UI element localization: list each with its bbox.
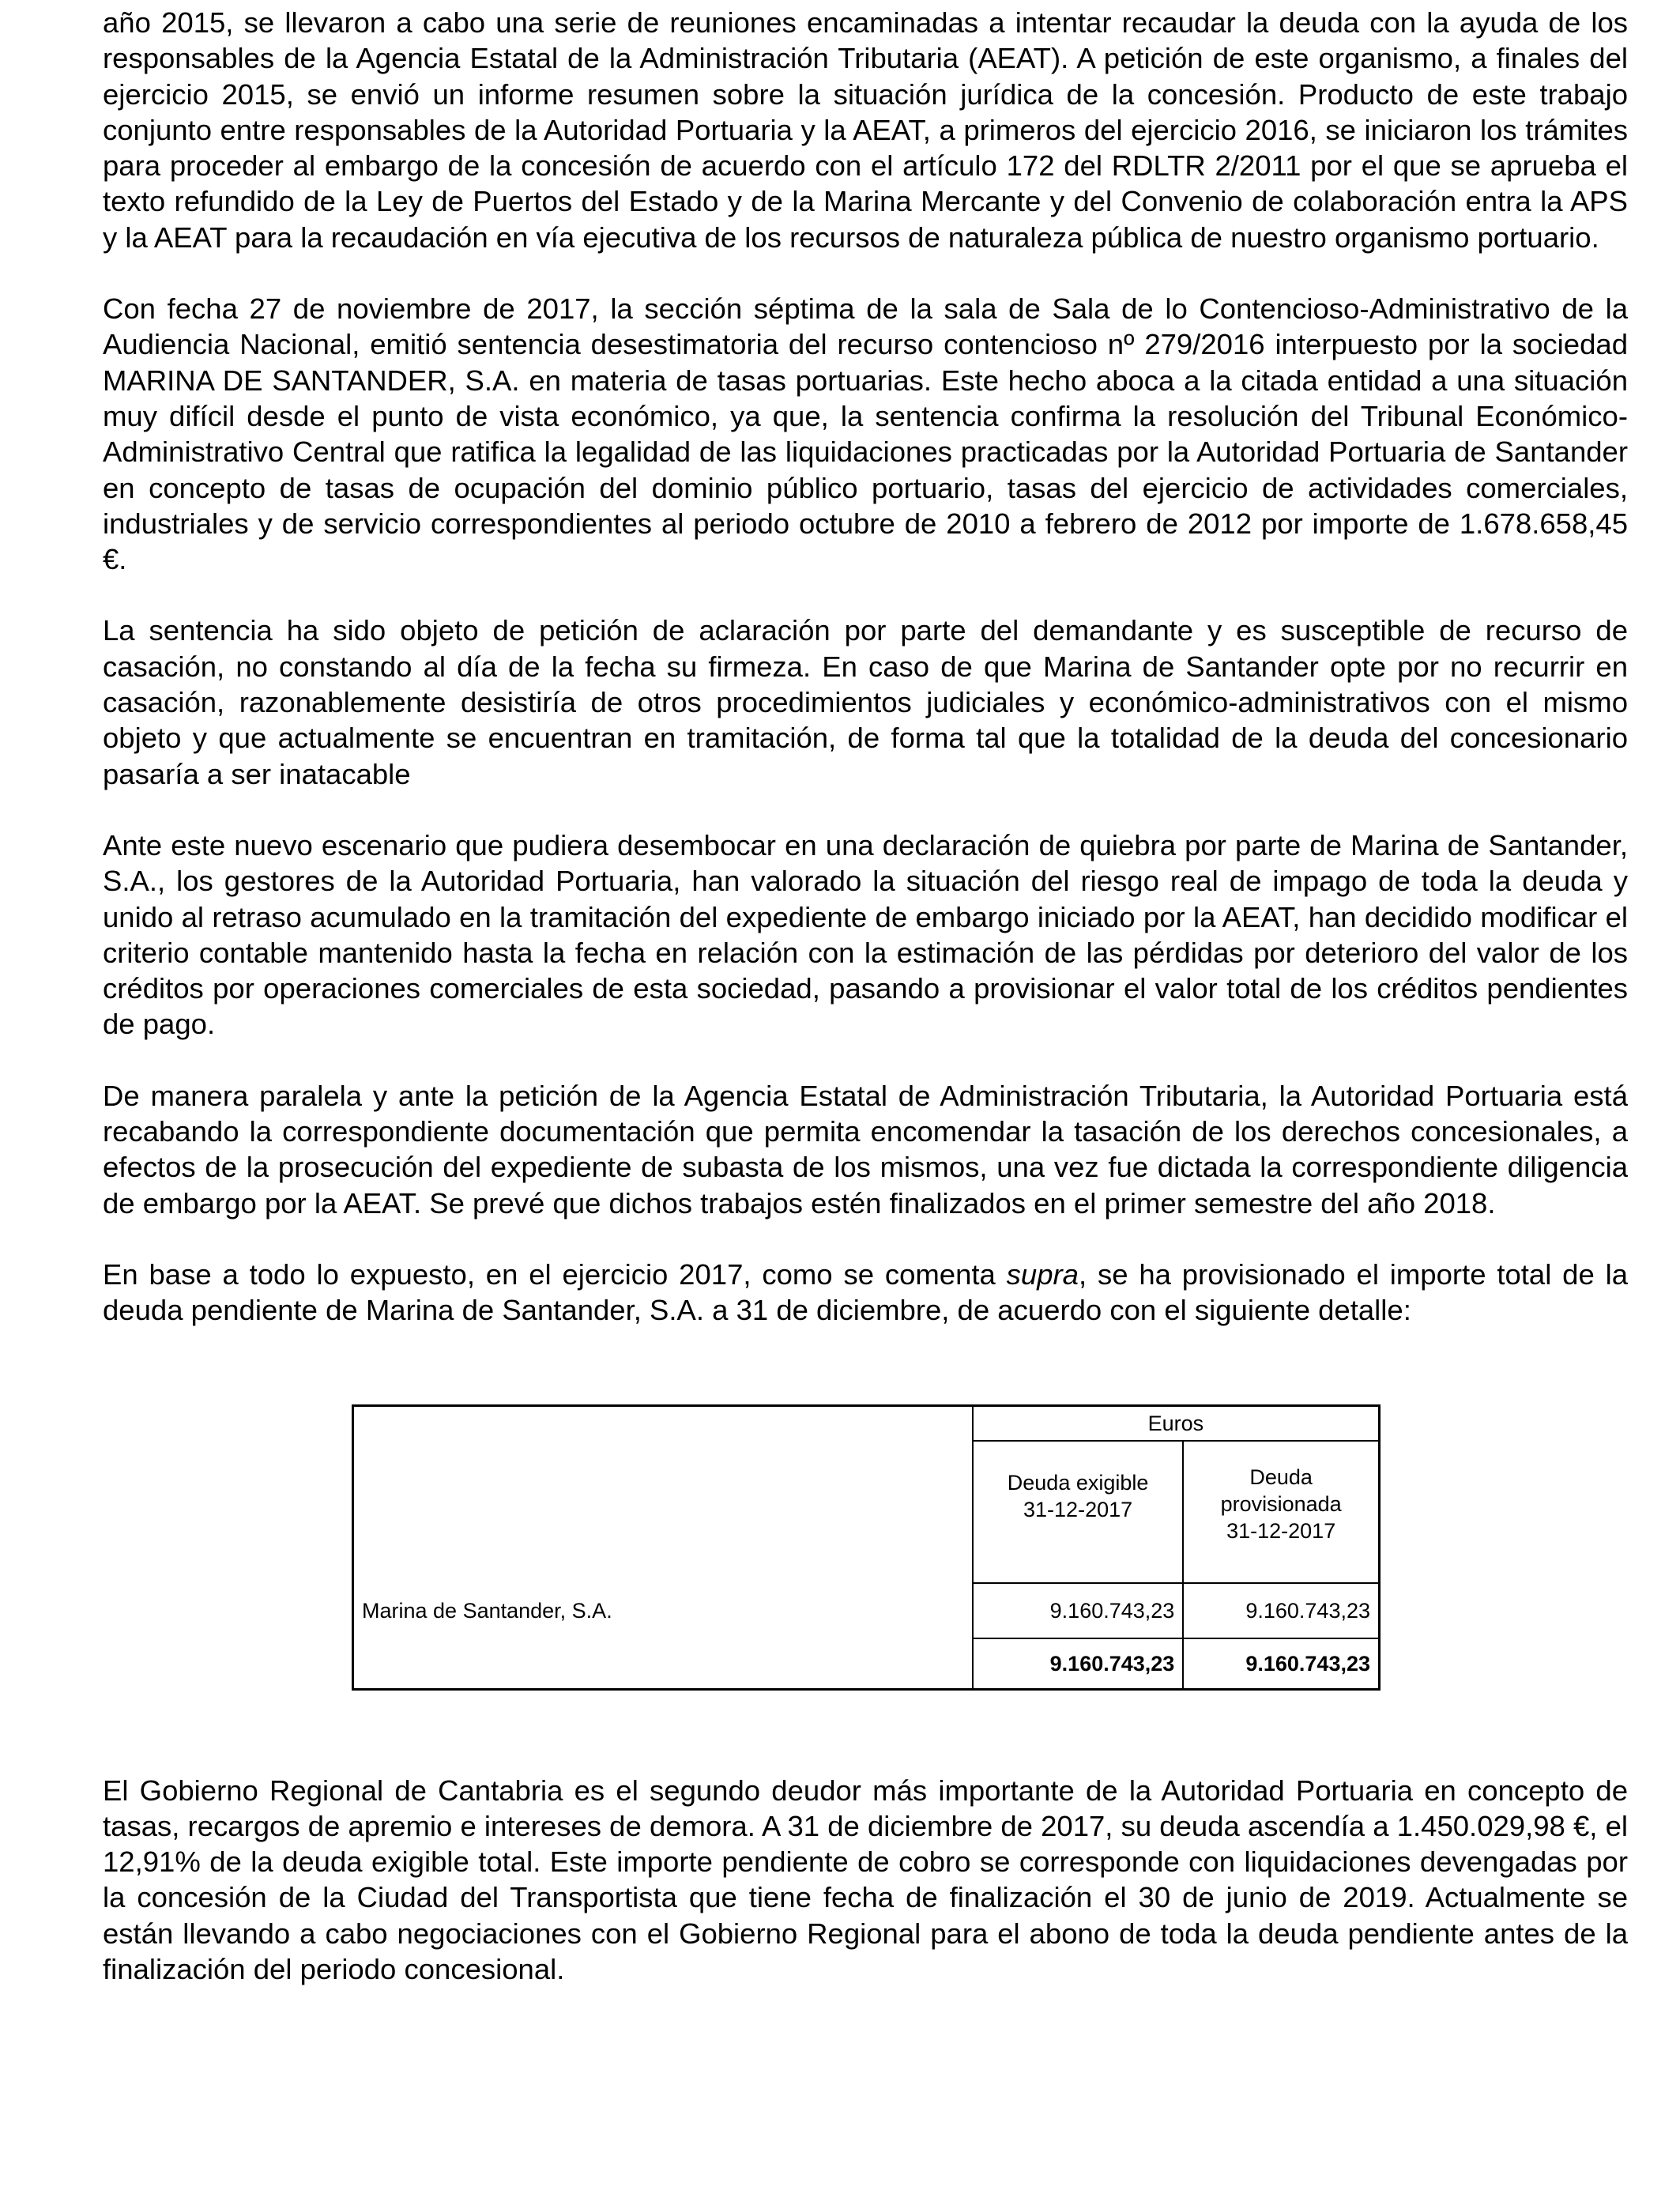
col-b-line2: provisionada [1220, 1491, 1342, 1516]
paragraph-new-scenario: Ante este nuevo escenario que pudiera desembocar en una declaración de quiebra por parte de Marina de Santander, S.A., los gestores de la Autoridad Portuaria, han valorado la situación del riesgo real de impago de toda la deuda y unido al retraso acumulado en la tramitación del expediente de embargo iniciado por la AEAT, han decidido modificar el criterio contable mantenido hasta la fecha en relación con la estimación de las pérdidas por deterioro del valor de los créditos por operaciones comerciales de esta sociedad, pasando a provisionar el valor total de los créditos pendientes de pago. [103, 828, 1628, 1041]
debt-table-wrapper [352, 1404, 1381, 1691]
col-b-line3: 31-12-2017 [1226, 1518, 1336, 1543]
debt-detail-table [352, 1404, 1381, 1691]
document-page [103, 5, 1628, 2022]
intro-text-italic: supra [1006, 1257, 1079, 1291]
table-header-deuda-provisionada [1183, 1441, 1379, 1583]
paragraph-aeat-meetings: año 2015, se llevaron a cabo una serie de reuniones encaminadas a intentar recaudar la deuda con la ayuda de los responsables de la Agencia Estatal de la Administración Tributaria (AEAT). A petición de este organismo, a finales del ejercicio 2015, se envió un informe resumen sobre la situación jurídica de la concesión. Producto de este trabajo conjunto entre responsables de la Autoridad Portuaria y la AEAT, a primeros del ejercicio 2016, se iniciaron los trámites para proceder al embargo de la concesión de acuerdo con el artículo 172 del RDLTR 2/2011 por el que se aprueba el texto refundido de la Ley de Puertos del Estado y de la Marina Mercante y del Convenio de colaboración entra la APS y la AEAT para la recaudación en vía ejecutiva de los recursos de naturaleza pública de nuestro organismo portuario. [103, 6, 1628, 254]
paragraph-court-ruling: Con fecha 27 de noviembre de 2017, la sección séptima de la sala de Sala de lo Contencioso-Administrativo de la Audiencia Nacional, emitió sentencia desestimatoria del recurso contencioso nº 279/2016 interpuesto por la sociedad MARINA DE SANTANDER, S.A. en materia de tasas portuarias. Este hecho aboca a la citada entidad a una situación muy difícil desde el punto de vista económico, ya que, la sentencia confirma la resolución del Tribunal Económico-Administrativo Central que ratifica la legalidad de las liquidaciones practicadas por la Autoridad Portuaria de Santander en concepto de tasas de ocupación del dominio público portuario, tasas del ejercicio de actividades comerciales, industriales y de servicio correspondientes al periodo octubre de 2010 a febrero de 2012 por importe de 1.678.658,45 €. [103, 292, 1628, 576]
row-deuda-exigible: 9.160.743,23 [973, 1583, 1183, 1638]
total-label-empty [353, 1638, 973, 1690]
table-total-row [353, 1638, 1380, 1690]
paragraph-parallel-actions: De manera paralela y ante la petición de la Agencia Estatal de Administración Tributaria, la Autoridad Portuaria está recabando la correspondiente documentación que permita encomendar la tasación de los derechos concesionales, a efectos de la prosecución del expediente de subasta de los mismos, una vez fue dictada la correspondiente diligencia de embargo por la AEAT. Se prevé que dichos trabajos estén finalizados en el primer semestre del año 2018. [103, 1079, 1628, 1220]
row-entity-name: Marina de Santander, S.A. [353, 1583, 973, 1638]
table-header-group-row [353, 1405, 1380, 1441]
col-b-line1: Deuda [1249, 1465, 1313, 1489]
row-deuda-provisionada: 9.160.743,23 [1245, 1598, 1370, 1623]
intro-text-part2: , se ha provisionado el importe total de la deuda pendiente de Marina de Santander, S.A. a 31 de diciembre, de acuerdo con el siguiente detalle: [103, 1257, 1628, 1327]
col-a-line2: 31-12-2017 [1023, 1497, 1133, 1521]
paragraph-intro-table [103, 1257, 1628, 1329]
total-deuda-provisionada: 9.160.743,23 [1183, 1638, 1379, 1690]
table-header-empty-cell [353, 1405, 973, 1583]
table-header-deuda-exigible [973, 1441, 1183, 1583]
intro-text-part1: En base a todo lo expuesto, en el ejercicio 2017, como se comenta [103, 1257, 1007, 1291]
table-row [353, 1583, 1380, 1638]
paragraph-clarification: La sentencia ha sido objeto de petición de aclaración por parte del demandante y es susceptible de recurso de casación, no constando al día de la fecha su firmeza. En caso de que Marina de Santander opte por no recurrir en casación, razonablemente desistiría de otros procedimientos judiciales y económico-administrativos con el mismo objeto y que actualmente se encuentran en tramitación, de forma tal que la totalidad de la deuda del concesionario pasaría a ser inatacable [103, 614, 1628, 790]
paragraph-gobierno-cantabria: El Gobierno Regional de Cantabria es el segundo deudor más importante de la Autoridad Portuaria en concepto de tasas, recargos de apremio e intereses de demora. A 31 de diciembre de 2017, su deuda ascendía a 1.450.029,98 €, el 12,91% de la deuda exigible total. Este importe pendiente de cobro se corresponde con liquidaciones devengadas por la concesión de la Ciudad del Transportista que tiene fecha de finalización el 30 de junio de 2019. Actualmente se están llevando a cabo negociaciones con el Gobierno Regional para el abono de toda la deuda pendiente antes de la finalización del periodo concesional. [103, 1774, 1628, 1985]
table-header-euros: Euros [973, 1405, 1380, 1441]
col-a-line1: Deuda exigible [1007, 1470, 1149, 1495]
total-deuda-exigible: 9.160.743,23 [973, 1638, 1183, 1690]
